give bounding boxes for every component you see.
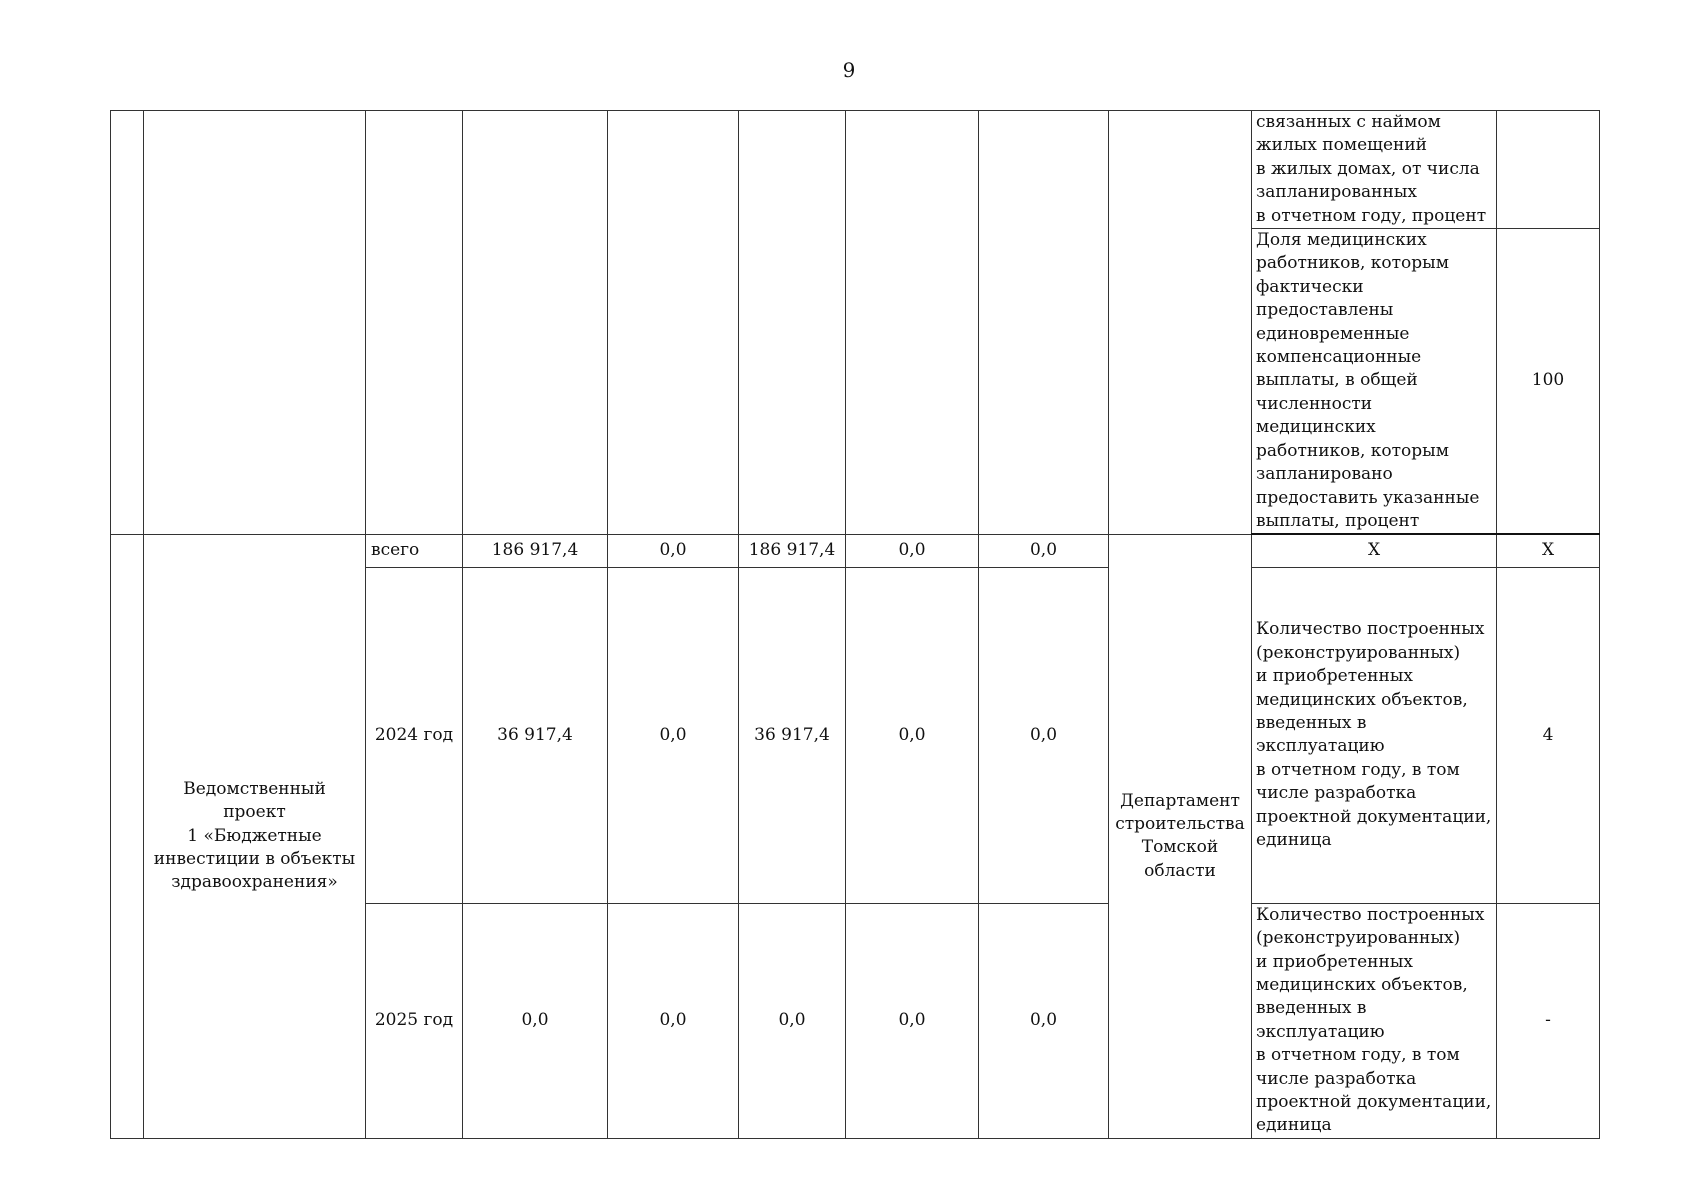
indicator-cell xyxy=(1252,229,1497,535)
amount-cell: 0,0 xyxy=(846,534,979,567)
amount-cell: 0,0 xyxy=(979,567,1109,903)
amount-cell xyxy=(979,111,1109,535)
budget-table xyxy=(110,110,1600,1139)
value-cell: X xyxy=(1497,534,1600,567)
indicator-text: Количество построенных (реконструированных) и приобретенных медицинских объектов, введенных в эксплуатацию в отчетном году, в том числе разработка проектной документации, единица xyxy=(1256,619,1492,850)
amount-cell: 36 917,4 xyxy=(463,567,608,903)
amount-cell xyxy=(739,111,846,535)
amount-cell: 0,0 xyxy=(979,903,1109,1138)
amount-cell: 0,0 xyxy=(608,534,739,567)
indicator-text: связанных с наймом жилых помещений в жилых домах, от числа запланированных в отчетном году, процент xyxy=(1256,112,1487,226)
indicator-cell xyxy=(1252,567,1497,903)
amount-cell: 186 917,4 xyxy=(739,534,846,567)
amount-cell: 0,0 xyxy=(979,534,1109,567)
department-cell xyxy=(1109,111,1252,535)
indicator-cell xyxy=(1252,903,1497,1138)
indicator-cell xyxy=(1252,111,1497,229)
name-cell xyxy=(144,111,366,535)
project-name-cell xyxy=(144,534,366,1138)
amount-cell xyxy=(463,111,608,535)
value-cell: - xyxy=(1497,903,1600,1138)
value-cell: 4 xyxy=(1497,567,1600,903)
indicator-text: Количество построенных (реконструированных) и приобретенных медицинских объектов, введенных в эксплуатацию в отчетном году, в том числе разработка проектной документации, единица xyxy=(1256,904,1492,1136)
indicator-cell: X xyxy=(1252,534,1497,567)
continuation-row xyxy=(111,111,1600,229)
number-cell xyxy=(111,111,144,535)
period-cell: всего xyxy=(366,534,463,567)
amount-cell xyxy=(608,111,739,535)
amount-cell: 36 917,4 xyxy=(739,567,846,903)
amount-cell: 0,0 xyxy=(608,567,739,903)
amount-cell: 0,0 xyxy=(608,903,739,1138)
amount-cell: 0,0 xyxy=(846,567,979,903)
amount-cell: 186 917,4 xyxy=(463,534,608,567)
amount-cell: 0,0 xyxy=(846,903,979,1138)
period-cell: 2025 год xyxy=(366,903,463,1138)
number-cell xyxy=(111,534,144,1138)
department-name: Департамент строительства Томской области xyxy=(1115,790,1245,881)
project-name: Ведомственный проект 1 «Бюджетные инвестиции в объекты здравоохранения» xyxy=(153,778,356,893)
value-cell xyxy=(1497,111,1600,229)
amount-cell: 0,0 xyxy=(463,903,608,1138)
page-number: 9 xyxy=(842,58,856,82)
department-cell xyxy=(1109,534,1252,1138)
indicator-text: Доля медицинских работников, которым фактически предоставлены единовременные компенсационные выплаты, в общей численности медицинских работников, которым запланировано предоставить указанные выплаты, процент xyxy=(1256,230,1480,531)
value-cell: 100 xyxy=(1497,229,1600,535)
amount-cell: 0,0 xyxy=(739,903,846,1138)
table-row-total xyxy=(111,534,1600,567)
amount-cell xyxy=(846,111,979,535)
period-cell xyxy=(366,111,463,535)
period-cell: 2024 год xyxy=(366,567,463,903)
